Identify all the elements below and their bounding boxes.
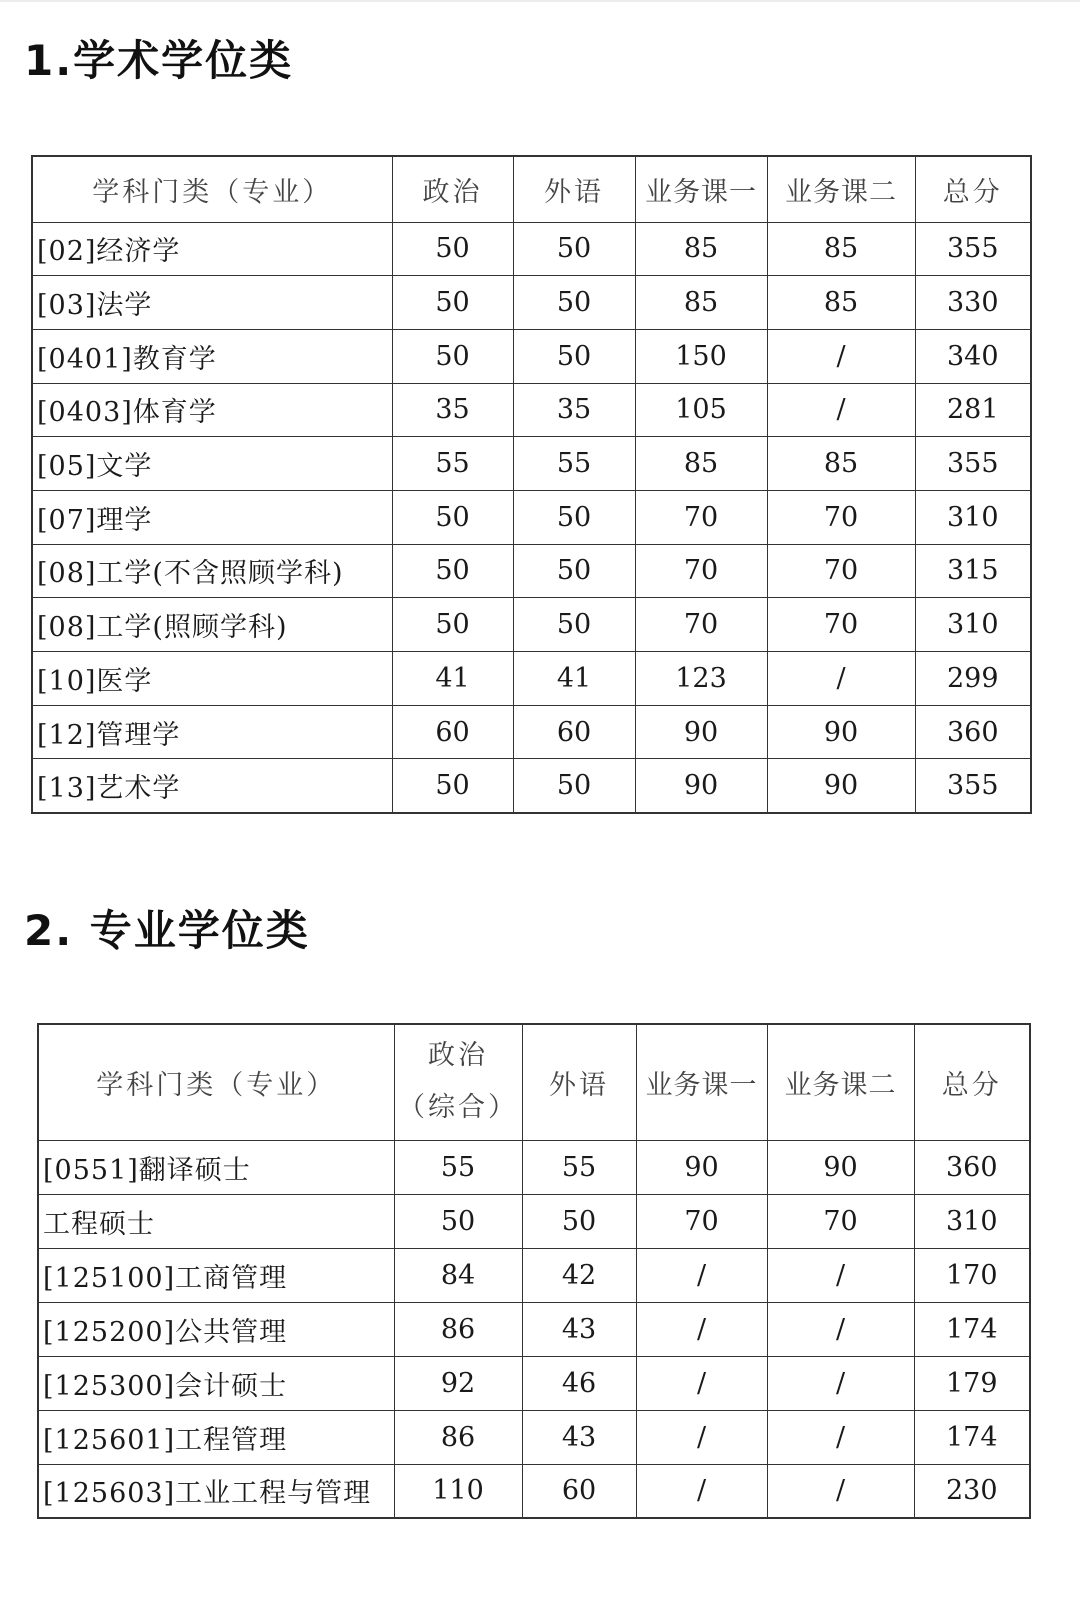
politics-cell: 50	[394, 1194, 522, 1248]
politics-cell: 50	[392, 759, 513, 813]
subject-cell: [10]医学	[32, 652, 392, 706]
section-title-professional: 2. 专业学位类	[24, 906, 310, 955]
table-row	[32, 329, 1031, 383]
subject-cell: [12]管理学	[32, 705, 392, 759]
politics-cell: 84	[394, 1248, 522, 1302]
table-row	[32, 705, 1031, 759]
course-two-cell: /	[767, 1464, 914, 1518]
course-one-cell: 90	[636, 1140, 767, 1194]
subject-cell: [03]法学	[32, 276, 392, 330]
academic-degree-score-table	[31, 155, 1032, 814]
course-two-cell: /	[767, 652, 915, 706]
total-cell: 355	[915, 222, 1031, 276]
politics-cell: 41	[392, 652, 513, 706]
course-one-cell: 123	[635, 652, 767, 706]
politics-cell: 50	[392, 598, 513, 652]
total-cell: 170	[914, 1248, 1030, 1302]
politics-cell: 92	[394, 1356, 522, 1410]
total-cell: 179	[914, 1356, 1030, 1410]
course-one-cell: /	[636, 1356, 767, 1410]
header-politics	[394, 1024, 522, 1140]
total-cell: 340	[915, 329, 1031, 383]
foreign-language-cell: 50	[513, 544, 635, 598]
course-two-cell: 90	[767, 1140, 914, 1194]
header-course-two: 业务课二	[767, 156, 915, 222]
foreign-language-cell: 35	[513, 383, 635, 437]
total-cell: 330	[915, 276, 1031, 330]
foreign-language-cell: 50	[513, 598, 635, 652]
subject-cell: [13]艺术学	[32, 759, 392, 813]
total-cell: 360	[915, 705, 1031, 759]
course-one-cell: 105	[635, 383, 767, 437]
course-one-cell: 70	[635, 490, 767, 544]
subject-cell: [125100]工商管理	[38, 1248, 394, 1302]
header-total: 总分	[915, 156, 1031, 222]
politics-cell: 55	[392, 437, 513, 491]
course-two-cell: /	[767, 1302, 914, 1356]
foreign-language-cell: 50	[513, 490, 635, 544]
course-one-cell: 85	[635, 222, 767, 276]
header-politics-label: 政治	[428, 1040, 488, 1072]
politics-cell: 50	[392, 490, 513, 544]
subject-cell: [125601]工程管理	[38, 1410, 394, 1464]
table-row	[38, 1140, 1030, 1194]
table-row	[38, 1464, 1030, 1518]
politics-cell: 50	[392, 329, 513, 383]
course-two-cell: 85	[767, 437, 915, 491]
subject-cell: [0551]翻译硕士	[38, 1140, 394, 1194]
subject-cell: 工程硕士	[38, 1194, 394, 1248]
header-subject: 学科门类（专业）	[38, 1024, 394, 1140]
table-row	[32, 652, 1031, 706]
foreign-language-cell: 50	[522, 1194, 636, 1248]
table-row	[38, 1302, 1030, 1356]
foreign-language-cell: 60	[522, 1464, 636, 1518]
course-two-cell: /	[767, 329, 915, 383]
subject-cell: [08]工学(不含照顾学科)	[32, 544, 392, 598]
table-row	[32, 222, 1031, 276]
course-two-cell: 70	[767, 544, 915, 598]
header-foreign-language: 外语	[522, 1024, 636, 1140]
course-one-cell: /	[636, 1248, 767, 1302]
header-politics-sub: （综合）	[398, 1092, 518, 1124]
course-one-cell: 90	[635, 759, 767, 813]
table-row	[32, 598, 1031, 652]
foreign-language-cell: 50	[513, 759, 635, 813]
total-cell: 174	[914, 1410, 1030, 1464]
course-one-cell: 85	[635, 437, 767, 491]
politics-cell: 50	[392, 544, 513, 598]
foreign-language-cell: 46	[522, 1356, 636, 1410]
total-cell: 310	[915, 490, 1031, 544]
total-cell: 360	[914, 1140, 1030, 1194]
course-one-cell: /	[636, 1410, 767, 1464]
subject-cell: [05]文学	[32, 437, 392, 491]
total-cell: 281	[915, 383, 1031, 437]
table-row	[38, 1356, 1030, 1410]
total-cell: 355	[915, 437, 1031, 491]
total-cell: 299	[915, 652, 1031, 706]
subject-cell: [125300]会计硕士	[38, 1356, 394, 1410]
course-two-cell: /	[767, 1410, 914, 1464]
table-row	[38, 1410, 1030, 1464]
politics-cell: 50	[392, 222, 513, 276]
course-one-cell: 150	[635, 329, 767, 383]
course-two-cell: 85	[767, 222, 915, 276]
table-row	[32, 759, 1031, 813]
subject-cell: [02]经济学	[32, 222, 392, 276]
course-two-cell: 70	[767, 598, 915, 652]
course-one-cell: 70	[635, 544, 767, 598]
course-one-cell: /	[636, 1302, 767, 1356]
table-row	[32, 276, 1031, 330]
course-two-cell: 90	[767, 705, 915, 759]
foreign-language-cell: 50	[513, 329, 635, 383]
table-row	[32, 490, 1031, 544]
subject-cell: [08]工学(照顾学科)	[32, 598, 392, 652]
header-foreign-language: 外语	[513, 156, 635, 222]
foreign-language-cell: 50	[513, 222, 635, 276]
subject-cell: [0403]体育学	[32, 383, 392, 437]
table-row	[38, 1248, 1030, 1302]
course-two-cell: 90	[767, 759, 915, 813]
header-subject: 学科门类（专业）	[32, 156, 392, 222]
course-two-cell: 85	[767, 276, 915, 330]
header-course-two: 业务课二	[767, 1024, 914, 1140]
course-one-cell: 85	[635, 276, 767, 330]
course-two-cell: /	[767, 383, 915, 437]
foreign-language-cell: 41	[513, 652, 635, 706]
subject-cell: [125603]工业工程与管理	[38, 1464, 394, 1518]
header-politics: 政治	[392, 156, 513, 222]
table-header-row	[38, 1024, 1030, 1140]
total-cell: 174	[914, 1302, 1030, 1356]
foreign-language-cell: 43	[522, 1302, 636, 1356]
foreign-language-cell: 42	[522, 1248, 636, 1302]
course-two-cell: 70	[767, 490, 915, 544]
politics-cell: 60	[392, 705, 513, 759]
course-one-cell: /	[636, 1464, 767, 1518]
course-two-cell: /	[767, 1356, 914, 1410]
foreign-language-cell: 55	[513, 437, 635, 491]
course-two-cell: /	[767, 1248, 914, 1302]
top-divider	[0, 0, 1080, 2]
total-cell: 355	[915, 759, 1031, 813]
table-row	[32, 544, 1031, 598]
table-row	[32, 383, 1031, 437]
total-cell: 315	[915, 544, 1031, 598]
course-two-cell: 70	[767, 1194, 914, 1248]
section-title-academic: 1.学术学位类	[24, 36, 294, 85]
foreign-language-cell: 55	[522, 1140, 636, 1194]
total-cell: 230	[914, 1464, 1030, 1518]
politics-cell: 55	[394, 1140, 522, 1194]
table-header-row	[32, 156, 1031, 222]
header-course-one: 业务课一	[636, 1024, 767, 1140]
header-course-one: 业务课一	[635, 156, 767, 222]
politics-cell: 35	[392, 383, 513, 437]
subject-cell: [125200]公共管理	[38, 1302, 394, 1356]
foreign-language-cell: 60	[513, 705, 635, 759]
foreign-language-cell: 50	[513, 276, 635, 330]
politics-cell: 50	[392, 276, 513, 330]
course-one-cell: 70	[635, 598, 767, 652]
course-one-cell: 70	[636, 1194, 767, 1248]
total-cell: 310	[915, 598, 1031, 652]
politics-cell: 110	[394, 1464, 522, 1518]
foreign-language-cell: 43	[522, 1410, 636, 1464]
header-total: 总分	[914, 1024, 1030, 1140]
table-row	[32, 437, 1031, 491]
politics-cell: 86	[394, 1302, 522, 1356]
professional-degree-score-table	[37, 1023, 1031, 1519]
course-one-cell: 90	[635, 705, 767, 759]
subject-cell: [0401]教育学	[32, 329, 392, 383]
subject-cell: [07]理学	[32, 490, 392, 544]
total-cell: 310	[914, 1194, 1030, 1248]
politics-cell: 86	[394, 1410, 522, 1464]
table-row	[38, 1194, 1030, 1248]
